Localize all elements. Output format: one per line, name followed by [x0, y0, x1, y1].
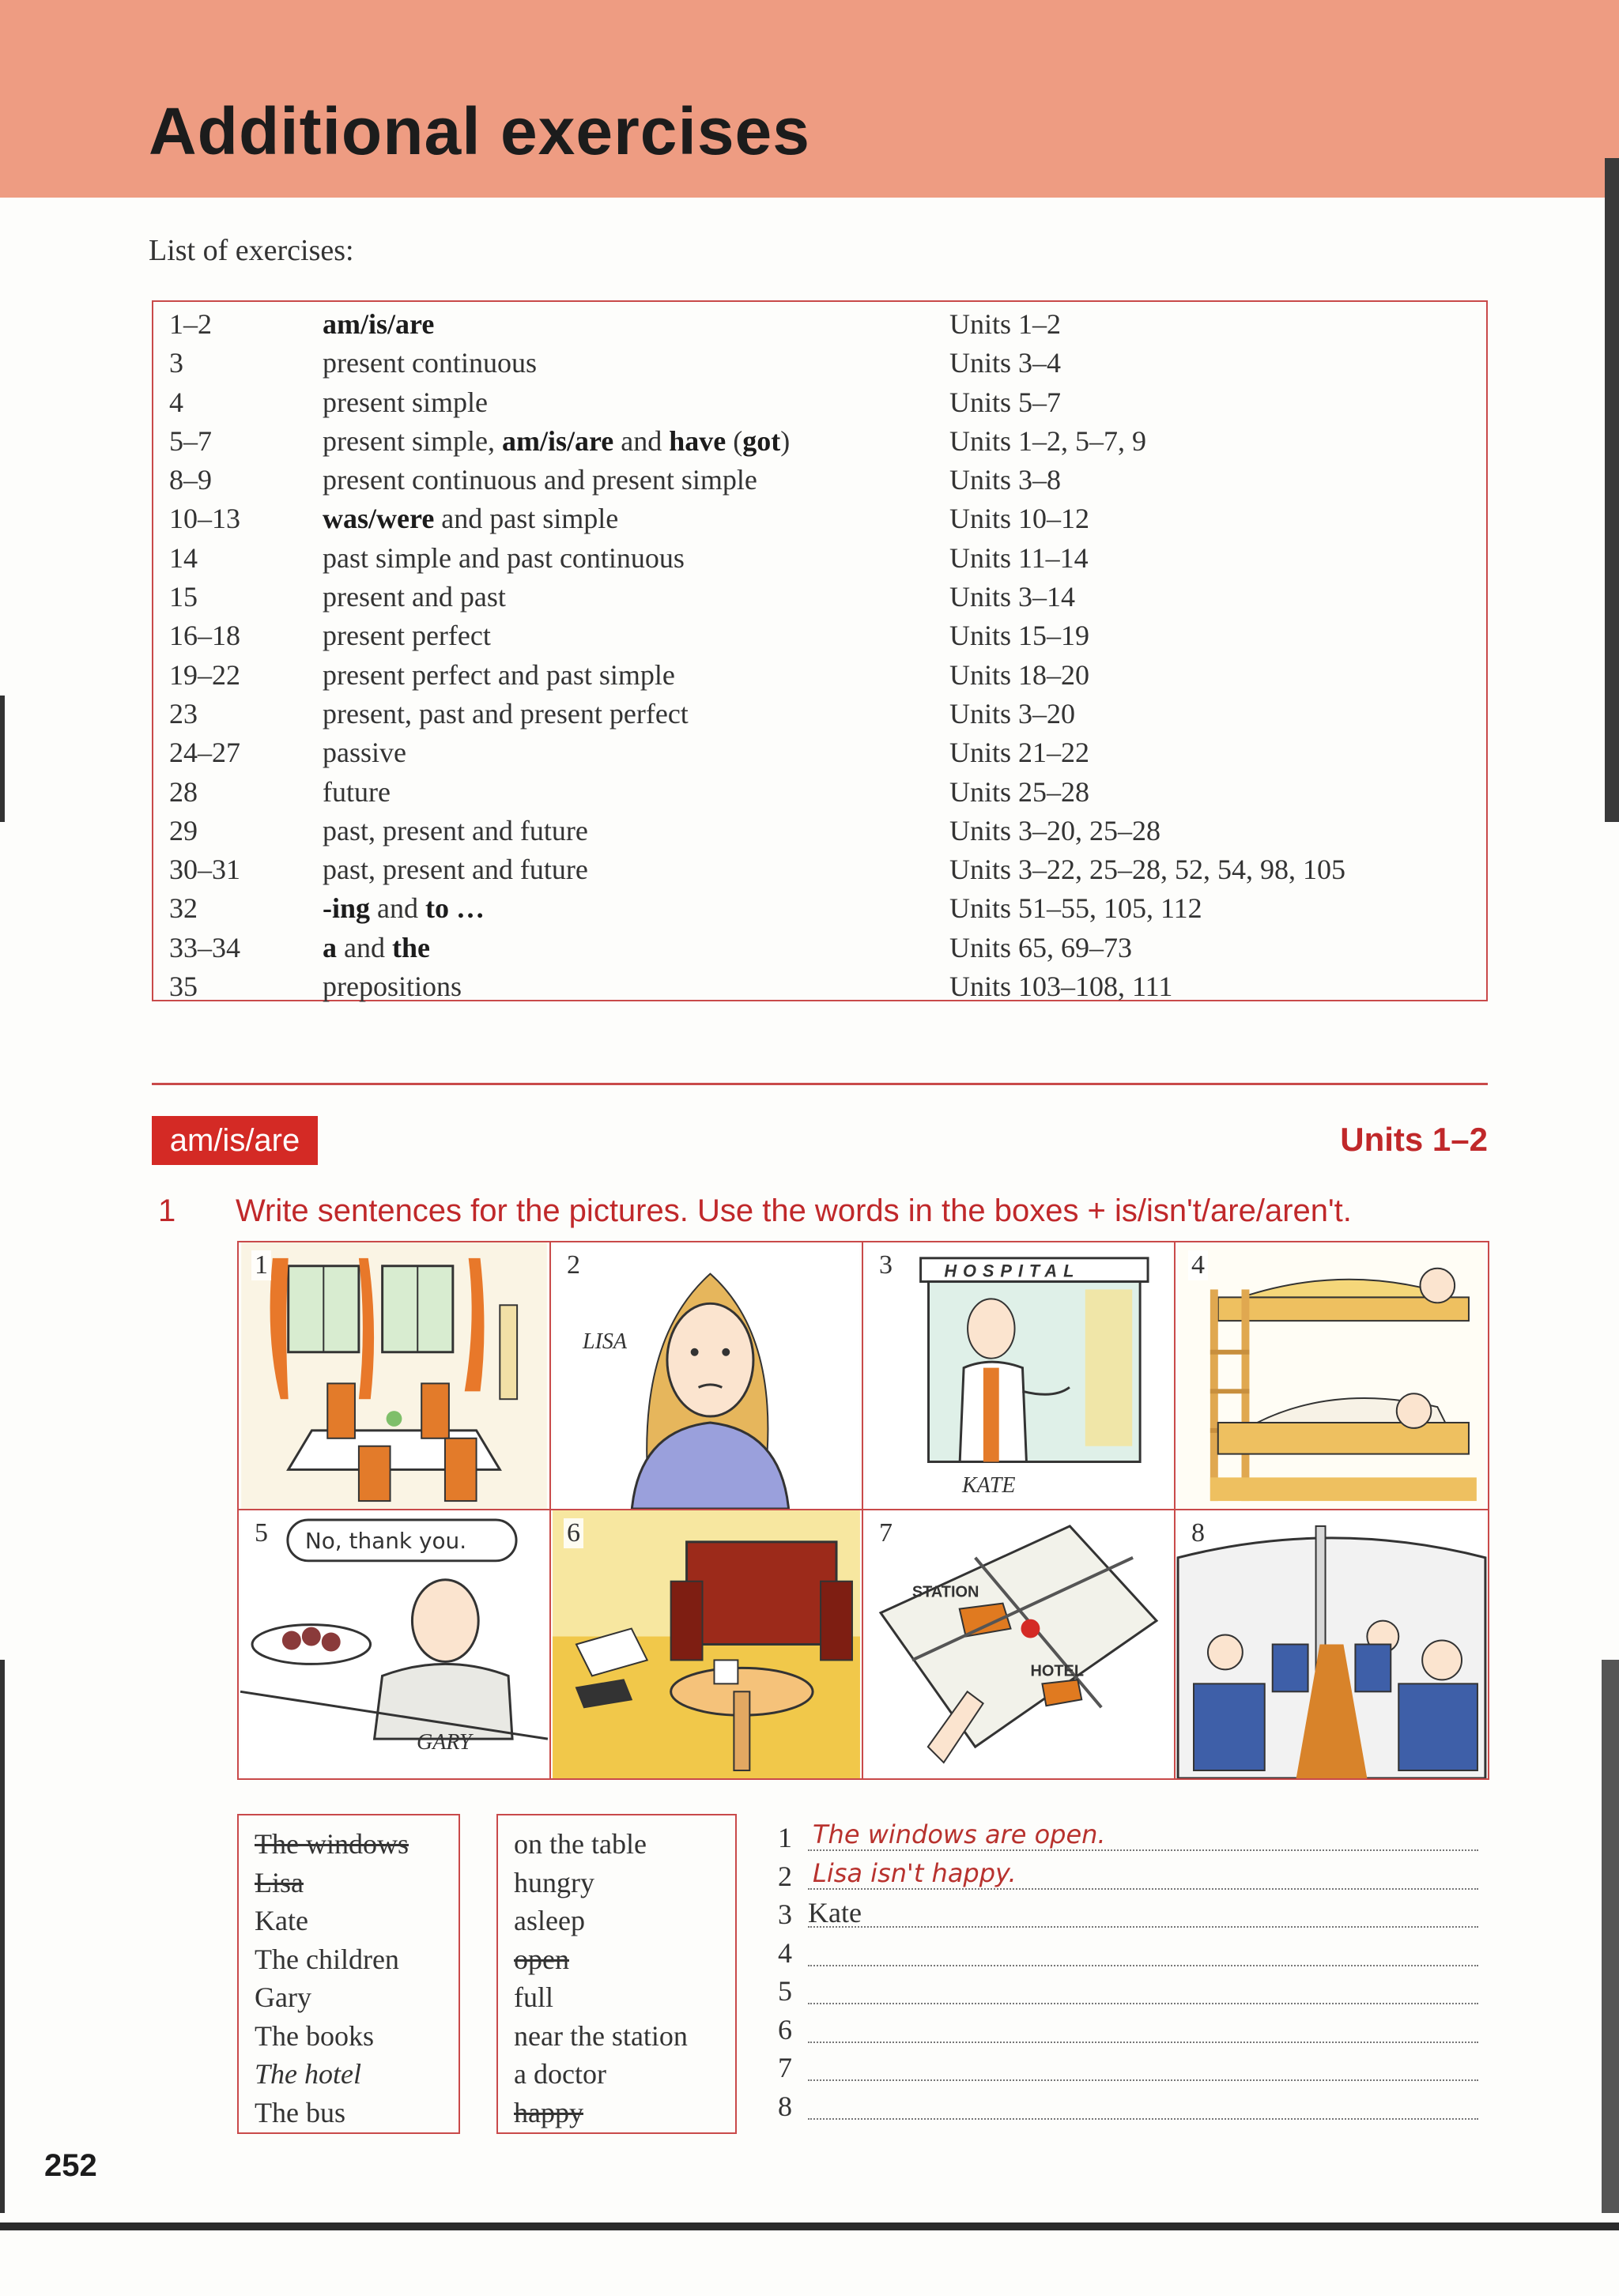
exercise-row — [153, 929, 1486, 967]
word-box-item: Gary — [255, 1981, 311, 2013]
exercise-number: 33–34 — [169, 931, 240, 963]
complement-word-box — [496, 1814, 737, 2134]
exercise-row — [153, 344, 1486, 383]
word-box-item: Kate — [255, 1905, 308, 1936]
exercise-number: 30–31 — [169, 854, 240, 886]
picture-2 — [551, 1242, 863, 1510]
subject-word-box — [237, 1814, 460, 2134]
exercise-topic: present perfect — [323, 620, 491, 652]
exercise-topic: past, present and future — [323, 814, 588, 846]
answer-number: 3 — [778, 1898, 792, 1930]
exercise-topic: past simple and past continuous — [323, 541, 685, 574]
exercise-row — [153, 461, 1486, 500]
picture-number: 1 — [251, 1250, 271, 1280]
lisa-illustration — [551, 1242, 862, 1509]
answer-row — [775, 1857, 1486, 1895]
exercise-row — [153, 539, 1486, 578]
picture-number: 2 — [564, 1250, 583, 1280]
answer-text: The windows are open. — [813, 1819, 1106, 1849]
exercise-number: 10–13 — [169, 503, 240, 535]
exercise-units: Units 3–20, 25–28 — [949, 814, 1161, 846]
map-label-hotel: HOTEL — [1030, 1662, 1085, 1680]
exercise-list-table — [152, 300, 1488, 1001]
speech-bubble: No, thank you. — [304, 1527, 467, 1554]
exercise-row — [153, 422, 1486, 461]
word-box-item: The children — [255, 1943, 399, 1975]
exercise-topic: present and past — [323, 581, 506, 613]
word-box-item: asleep — [514, 1905, 585, 1936]
exercise-number: 8–9 — [169, 464, 212, 496]
exercise-topic: prepositions — [323, 971, 462, 1003]
picture-1 — [239, 1242, 551, 1510]
exercise-number: 32 — [169, 892, 198, 925]
exercise-number: 14 — [169, 541, 198, 574]
answer-line[interactable] — [808, 1926, 1478, 1928]
exercise-units: Units 103–108, 111 — [949, 971, 1173, 1003]
exercise-row — [153, 305, 1486, 344]
bus-illustration — [1176, 1510, 1488, 1778]
exercise-row — [153, 967, 1486, 1006]
page-edge-mark — [0, 1660, 5, 2213]
exercise-units: Units 3–20 — [949, 697, 1076, 730]
picture-7 — [863, 1510, 1176, 1778]
word-box-item: The books — [255, 2019, 374, 2052]
answer-lines — [775, 1818, 1486, 2124]
word-box-item: a doctor — [514, 2058, 606, 2090]
word-box-item: Lisa — [255, 1866, 304, 1898]
answer-row — [775, 2048, 1486, 2087]
picture-number: 3 — [876, 1250, 896, 1280]
word-box-item: The hotel — [255, 2058, 361, 2090]
exercise-number: 29 — [169, 814, 198, 846]
answer-text: Lisa isn't happy. — [813, 1857, 1017, 1888]
exercise-units: Units 3–8 — [949, 464, 1062, 496]
exercise-number: 16–18 — [169, 620, 240, 652]
answer-row — [775, 2010, 1486, 2049]
answer-line[interactable] — [808, 2079, 1478, 2081]
exercise-row — [153, 733, 1486, 772]
picture-number: 8 — [1188, 1518, 1208, 1548]
picture-number: 5 — [251, 1518, 271, 1548]
exercise-topic: present continuous — [323, 347, 537, 379]
dining-room-illustration — [239, 1242, 549, 1509]
exercise-topic: present continuous and present simple — [323, 464, 757, 496]
picture-6 — [551, 1510, 863, 1778]
word-box-item: on the table — [514, 1828, 647, 1860]
exercise-row — [153, 578, 1486, 616]
exercise-topic: future — [323, 775, 391, 808]
word-box-item: full — [514, 1981, 553, 2013]
picture-number: 7 — [876, 1518, 896, 1548]
exercise-units: Units 15–19 — [949, 620, 1090, 652]
section-badge: am/is/are — [152, 1116, 318, 1165]
answer-number: 2 — [778, 1860, 792, 1892]
exercise-row — [153, 889, 1486, 928]
exercise-topic: am/is/are — [323, 308, 435, 340]
answer-text: Kate — [808, 1897, 862, 1928]
exercise-number: 24–27 — [169, 737, 240, 769]
answer-line[interactable] — [808, 2118, 1478, 2120]
answer-line[interactable] — [808, 1965, 1478, 1966]
exercise-units: Units 18–20 — [949, 658, 1090, 691]
task-number: 1 — [158, 1193, 176, 1228]
exercise-row — [153, 695, 1486, 733]
exercise-topic: past, present and future — [323, 854, 588, 886]
section-units: Units 1–2 — [1340, 1121, 1488, 1158]
answer-number: 8 — [778, 2090, 792, 2122]
exercise-topic: passive — [323, 737, 406, 769]
bottom-rule — [0, 2222, 1619, 2230]
exercise-row — [153, 383, 1486, 422]
exercise-topic: was/were and past simple — [323, 503, 619, 535]
answer-row — [775, 1971, 1486, 2010]
exercise-row — [153, 773, 1486, 812]
section-divider — [152, 1083, 1488, 1085]
exercise-topic: a and the — [323, 931, 430, 963]
answer-line[interactable] — [808, 2003, 1478, 2004]
task-instruction: Write sentences for the pictures. Use the words in the boxes + is/isn't/are/aren't. — [236, 1193, 1352, 1228]
living-room-illustration — [551, 1510, 862, 1778]
picture-caption: LISA — [583, 1329, 627, 1354]
map-label-station: STATION — [911, 1583, 979, 1601]
exercise-row — [153, 656, 1486, 695]
answer-line[interactable] — [808, 1888, 1478, 1890]
answer-line[interactable] — [808, 2042, 1478, 2043]
exercise-units: Units 25–28 — [949, 775, 1090, 808]
page-edge-mark — [0, 696, 5, 822]
picture-caption: GARY — [417, 1730, 472, 1755]
picture-number: 4 — [1188, 1250, 1208, 1280]
doctor-illustration — [863, 1242, 1174, 1509]
exercise-units: Units 11–14 — [949, 541, 1089, 574]
page-number: 252 — [44, 2148, 97, 2183]
gary-illustration — [239, 1510, 549, 1778]
word-box-item: hungry — [514, 1866, 594, 1898]
map-illustration — [863, 1510, 1174, 1778]
exercise-number: 3 — [169, 347, 183, 379]
answer-number: 7 — [778, 2052, 792, 2083]
answer-row — [775, 1933, 1486, 1972]
answer-number: 5 — [778, 1975, 792, 2007]
picture-number: 6 — [564, 1518, 583, 1548]
word-box-item: happy — [514, 2096, 583, 2128]
answer-row — [775, 1894, 1486, 1933]
exercise-number: 35 — [169, 971, 198, 1003]
picture-5 — [239, 1510, 551, 1778]
word-box-item: near the station — [514, 2019, 688, 2052]
hospital-sign: HOSPITAL — [944, 1261, 1081, 1281]
answer-number: 6 — [778, 2013, 792, 2045]
word-box-item: open — [514, 1943, 569, 1975]
exercise-row — [153, 850, 1486, 889]
exercise-row — [153, 500, 1486, 538]
exercise-number: 28 — [169, 775, 198, 808]
bunk-bed-illustration — [1176, 1242, 1488, 1509]
exercise-units: Units 5–7 — [949, 386, 1062, 418]
answer-line[interactable] — [808, 1849, 1478, 1851]
exercise-units: Units 21–22 — [949, 737, 1090, 769]
picture-grid — [237, 1241, 1489, 1780]
picture-8 — [1176, 1510, 1488, 1778]
picture-caption: KATE — [962, 1473, 1016, 1498]
exercise-units: Units 65, 69–73 — [949, 931, 1133, 963]
exercise-topic: present, past and present perfect — [323, 697, 689, 730]
picture-3 — [863, 1242, 1176, 1510]
answer-number: 4 — [778, 1936, 792, 1969]
exercise-units: Units 1–2, 5–7, 9 — [949, 424, 1147, 457]
list-label: List of exercises: — [149, 234, 354, 267]
exercise-topic: present perfect and past simple — [323, 658, 675, 691]
exercise-number: 15 — [169, 581, 198, 613]
exercise-number: 4 — [169, 386, 183, 418]
answer-row — [775, 2087, 1486, 2125]
exercise-topic: present simple — [323, 386, 488, 418]
page-edge-shadow — [1602, 1660, 1619, 2213]
word-box-item: The windows — [255, 1828, 409, 1860]
exercise-topic: -ing and to … — [323, 892, 485, 925]
page-edge-shadow — [1605, 158, 1619, 822]
picture-4 — [1176, 1242, 1488, 1510]
exercise-units: Units 10–12 — [949, 503, 1090, 535]
exercise-number: 23 — [169, 697, 198, 730]
exercise-units: Units 1–2 — [949, 308, 1062, 340]
answer-row — [775, 1818, 1486, 1857]
exercise-units: Units 3–4 — [949, 347, 1062, 379]
exercise-topic: present simple, am/is/are and have (got) — [323, 424, 791, 457]
exercise-units: Units 3–14 — [949, 581, 1076, 613]
exercise-units: Units 51–55, 105, 112 — [949, 892, 1202, 925]
exercise-number: 5–7 — [169, 424, 212, 457]
exercise-units: Units 3–22, 25–28, 52, 54, 98, 105 — [949, 854, 1346, 886]
answer-number: 1 — [778, 1822, 792, 1853]
exercise-row — [153, 616, 1486, 655]
word-box-item: The bus — [255, 2096, 345, 2128]
page-title: Additional exercises — [149, 94, 810, 168]
exercise-number: 1–2 — [169, 308, 212, 340]
exercise-number: 19–22 — [169, 658, 240, 691]
exercise-row — [153, 812, 1486, 850]
